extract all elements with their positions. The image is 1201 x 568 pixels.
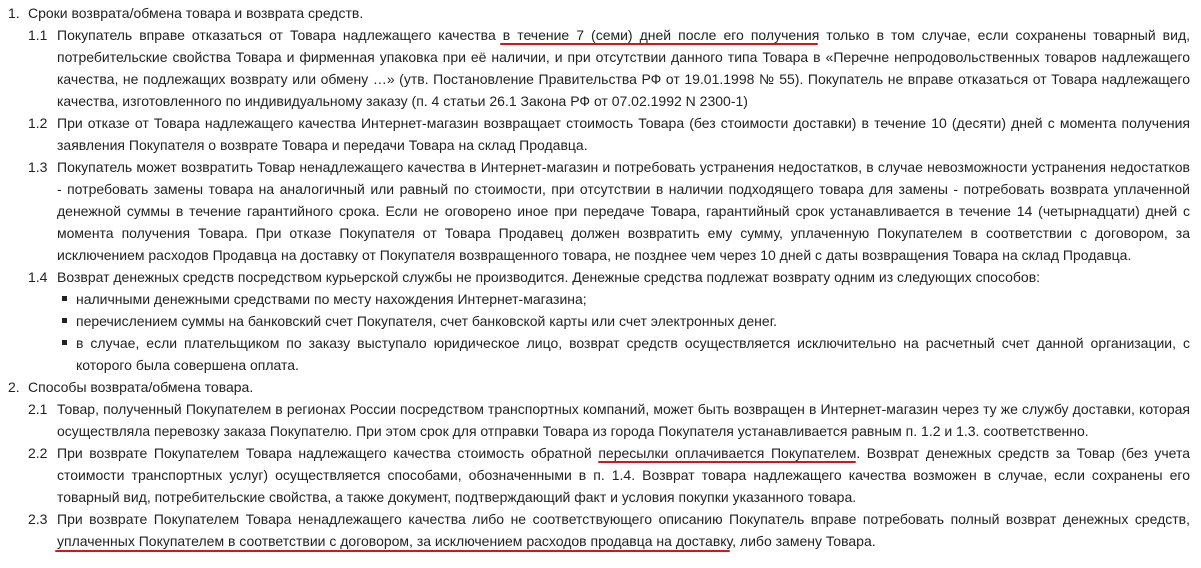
item-number: 2.3 (28, 511, 48, 527)
item-text-line: уплаченных Покупателем в соответствии с договором, за исключением расходов продавца на доставку, либо замену Товара. (57, 533, 876, 549)
item-text-line: момента получения Товара. При отказе Покупателя от Товара Продавец должен возвратить ему сумму, уплаченную Покупателем в соответствии с договором, за (57, 225, 1190, 241)
item-text-line: Возврат денежных средств посредством курьерской службы не производится. Денежные средства подлежат возврату одним из следующих способов: (57, 269, 1041, 285)
item-text-line: осуществляла перевозку заказа Покупателю. При этом срок для отправки Товара из города Покупателя устанавливается равным п. 1.2 и 1.3. соответственно. (57, 423, 1089, 439)
item-number: 1.3 (28, 159, 48, 175)
item-text-line: качества, изготовленного по индивидуальному заказу (п. 4 статьи 26.1 Закона РФ от 07.02.1992 N 2300-1) (57, 93, 748, 109)
item-number: 1.2 (28, 115, 48, 131)
section-title: Способы возврата/обмена товара. (28, 379, 254, 395)
item-text-line: При отказе от Товара надлежащего качества Интернет-магазин возвращает стоимость Товара (без стоимости доставки) в течение 10 (десяти) дней с момента получения (57, 115, 1190, 131)
item-number: 1.1 (28, 27, 48, 43)
bullet-text-line: которого была совершена оплата. (76, 357, 299, 373)
item-text-line: При возврате Покупателем Товара надлежащего качества стоимость обратной пересылки оплачивается Покупателем. Возврат денежных средств за Товар (без учета (57, 445, 1190, 461)
item-text-line: качества, не подлежащих возврату или обмену …» (утв. Постановление Правительства РФ от 19.01.1998 № 55). Покупатель не вправе отказаться от Товара надлежащего (57, 71, 1190, 87)
item-text-line: исключением расходов Продавца на доставку от Покупателя возвращенного товара, не позднее чем через 10 дней с даты возвращения Товара на склад Продавца. (57, 247, 1132, 263)
item-text-line: товарный вид, потребительские свойства, а также документ, подтверждающий факт и условия покупки указанного товара. (57, 489, 857, 505)
section-title: Сроки возврата/обмена товара и возврата средств. (28, 5, 364, 21)
highlight-underline (55, 550, 730, 552)
item-number: 2.1 (28, 401, 48, 417)
item-text-line: Покупатель вправе отказаться от Товара надлежащего качества в течение 7 (семи) дней после его получения только в том случае, если сохранены товарный вид, (57, 27, 1190, 43)
item-text-line: стоимости транспортных услуг) осуществляется способами, обозначенными в п. 1.4. Возврат товара надлежащего качества возможен в случае, если сохранены его (57, 467, 1190, 483)
item-text-line: потребительские свойства Товара и фирменная упаковка при её наличии, и при отсутствии данного типа Товара в «Перечне непродовольственных товаров надлежащего (57, 49, 1190, 65)
item-text-line: Товар, полученный Покупателем в регионах России посредством транспортных компаний, может быть возвращен в Интернет-магазин через ту же службу доставки, которая (57, 401, 1190, 417)
bullet-text-line: перечислением суммы на банковский счет Покупателя, счет банковской карты или счет электронных денег. (76, 313, 777, 329)
item-text-line: денежной суммы в течение гарантийного срока. Если не оговорено иное при передаче Товара, гарантийный срок устанавливается в течение 14 (четырнадцати) дней с (57, 203, 1190, 219)
bullet-icon (62, 296, 67, 301)
item-text-line: - потребовать замены товара на аналогичный или равный по стоимости, при отсутствии в наличии подходящего товара для замены - потребовать возврата уплаченной (57, 181, 1190, 197)
bullet-icon (62, 318, 67, 323)
item-number: 1.4 (28, 269, 48, 285)
bullet-text-line: в случае, если плательщиком по заказу выступало юридическое лицо, возврат средств осуществляется исключительно на расчетный счет данной организации, с (76, 335, 1190, 351)
item-number: 2.2 (28, 445, 48, 461)
item-text-line: При возврате Покупателем Товара ненадлежащего качества либо не соответствующего описанию Покупатель вправе потребовать полный возврат денежных средств, (57, 511, 1190, 527)
highlight-underline (598, 461, 856, 463)
section-number: 2. (8, 379, 20, 395)
bullet-text-line: наличными денежными средствами по месту нахождения Интернет-магазина; (76, 291, 587, 307)
bullet-icon (62, 340, 67, 345)
highlight-underline (500, 43, 818, 45)
section-number: 1. (8, 5, 20, 21)
item-text-line: Покупатель может возвратить Товар ненадлежащего качества в Интернет-магазин и потребовать устранения недостатков, в случае невозможности устранения недостатков (57, 159, 1190, 175)
item-text-line: заявления Покупателя о возврате Товара и передачи Товара на склад Продавца. (57, 137, 588, 153)
